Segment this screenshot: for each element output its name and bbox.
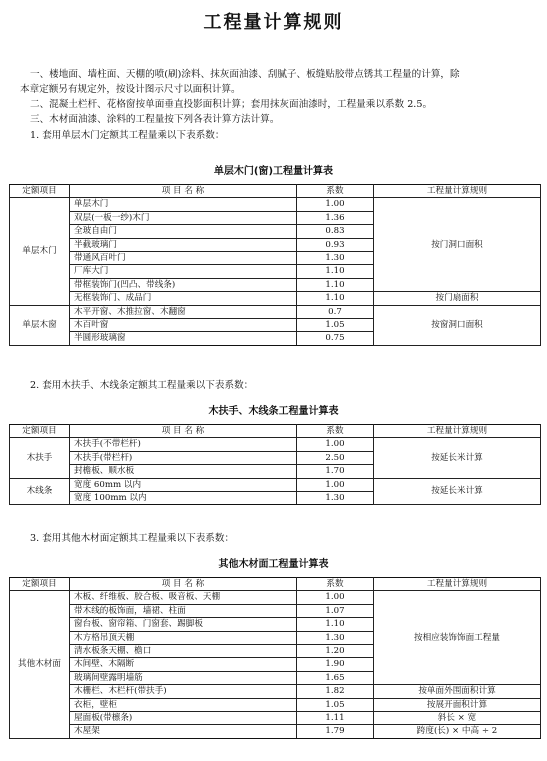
coefficient: 1.79: [297, 725, 374, 738]
table-row: [10, 725, 541, 738]
item-name: 单层木门: [70, 198, 297, 211]
item-name: 半截玻璃门: [70, 238, 297, 251]
item-name: 带通风百叶门: [70, 252, 297, 265]
paragraph-6: 3. 套用其他木材面定额其工程量乘以下表系数：: [30, 533, 235, 544]
coefficient: 1.10: [297, 292, 374, 305]
table-row: [10, 438, 541, 451]
table1-group: 单层木窗: [10, 305, 70, 345]
table-row: [10, 685, 541, 698]
item-name: 清水板条天棚、檐口: [70, 645, 297, 658]
item-name: 带框装饰门(凹凸、带线条): [70, 278, 297, 291]
coefficient: 1.11: [297, 712, 374, 725]
table1-group: 单层木门: [10, 198, 70, 305]
table2-header-row: [10, 425, 541, 438]
calc-rule: 斜长 × 宽: [374, 712, 541, 725]
item-name: 木百叶窗: [70, 319, 297, 332]
table1-header: 定额项目: [10, 185, 70, 198]
table3-header: 项 目 名 称: [70, 578, 297, 591]
item-name: 宽度 100mm 以内: [70, 492, 297, 505]
coefficient: 1.05: [297, 319, 374, 332]
item-name: 双层(一板一纱)木门: [70, 211, 297, 224]
item-name: 半圆形玻璃窗: [70, 332, 297, 345]
coefficient: 1.10: [297, 265, 374, 278]
coefficient: 1.05: [297, 698, 374, 711]
coefficient: 1.90: [297, 658, 374, 671]
table2-header: 项 目 名 称: [70, 425, 297, 438]
paragraph-5: 2. 套用木扶手、木线条定额其工程量乘以下表系数：: [30, 380, 254, 391]
table2-header: 系数: [297, 425, 374, 438]
table-row: [10, 292, 541, 305]
table1-header: 项 目 名 称: [70, 185, 297, 198]
coefficient: 1.00: [297, 478, 374, 491]
calc-rule: 按门扇面积: [374, 292, 541, 305]
calc-rule: 按延长米计算: [374, 478, 541, 505]
table1: [9, 184, 541, 346]
coefficient: 1.30: [297, 492, 374, 505]
table3-header: 系数: [297, 578, 374, 591]
coefficient: 1.10: [297, 278, 374, 291]
table-row: [10, 712, 541, 725]
coefficient: 1.20: [297, 645, 374, 658]
item-name: 屋面板(带檩条): [70, 712, 297, 725]
table3-header: 工程量计算规则: [374, 578, 541, 591]
paragraph-1: 一、楼地面、墙柱面、天棚的喷(刷)涂料、抹灰面油漆、刮腻子、板缝贴胶带点锈其工程量的计算，除: [30, 69, 460, 80]
table3-header: 定额项目: [10, 578, 70, 591]
calc-rule: 跨度(长) × 中高 ÷ 2: [374, 725, 541, 738]
table3: [9, 577, 541, 739]
table2: [9, 424, 541, 505]
calc-rule: 按单面外围面积计算: [374, 685, 541, 698]
table1-header: 系数: [297, 185, 374, 198]
coefficient: 1.36: [297, 211, 374, 224]
paragraph-2: 二、混凝土栏杆、花格窗按单面垂直投影面积计算；套用抹灰面油漆时，工程量乘以系数 2.5。: [30, 99, 433, 110]
coefficient: 1.00: [297, 591, 374, 604]
table-row: [10, 478, 541, 491]
paragraph-4: 1. 套用单层木门定额其工程量乘以下表系数：: [30, 130, 225, 141]
item-name: 玻璃间壁露明墙筋: [70, 671, 297, 684]
page-title: 工程量计算规则: [203, 12, 344, 33]
coefficient: 1.10: [297, 618, 374, 631]
table2-header: 工程量计算规则: [374, 425, 541, 438]
item-name: 厂库大门: [70, 265, 297, 278]
table3-header-row: [10, 578, 541, 591]
coefficient: 1.00: [297, 438, 374, 451]
coefficient: 1.30: [297, 252, 374, 265]
item-name: 木方格吊顶天棚: [70, 631, 297, 644]
coefficient: 0.93: [297, 238, 374, 251]
coefficient: 1.30: [297, 631, 374, 644]
item-name: 木平开窗、木推拉窗、木翻窗: [70, 305, 297, 318]
table3-caption: 其他木材面工程量计算表: [218, 559, 329, 570]
paragraph-1-cont: 本章定额另有规定外，按设计图示尺寸以面积计算。: [20, 84, 241, 95]
table-row: [10, 698, 541, 711]
item-name: 木扶手(不带栏杆): [70, 438, 297, 451]
item-name: 无框装饰门、成品门: [70, 292, 297, 305]
item-name: 窗台板、窗帘箱、门窗套、踢脚板: [70, 618, 297, 631]
calc-rule: 按窗洞口面积: [374, 305, 541, 345]
coefficient: 1.70: [297, 465, 374, 478]
calc-rule: 按相应装饰饰面工程量: [374, 591, 541, 685]
table2-group: 木扶手: [10, 438, 70, 478]
item-name: 木栅栏、木栏杆(带扶手): [70, 685, 297, 698]
coefficient: 1.00: [297, 198, 374, 211]
item-name: 宽度 60mm 以内: [70, 478, 297, 491]
coefficient: 1.82: [297, 685, 374, 698]
table2-caption: 木扶手、木线条工程量计算表: [208, 406, 339, 417]
item-name: 木板、纤维板、胶合板、吸音板、天棚: [70, 591, 297, 604]
item-name: 木扶手(带栏杆): [70, 451, 297, 464]
paragraph-3: 三、木材面油漆、涂料的工程量按下列各表计算方法计算。: [30, 114, 280, 125]
item-name: 封檐板、顺水板: [70, 465, 297, 478]
table1-header: 工程量计算规则: [374, 185, 541, 198]
coefficient: 0.83: [297, 225, 374, 238]
table-row: [10, 198, 541, 211]
table3-group: 其他木材面: [10, 591, 70, 738]
table-row: [10, 591, 541, 604]
table2-header: 定额项目: [10, 425, 70, 438]
table2-group: 木线条: [10, 478, 70, 505]
coefficient: 0.75: [297, 332, 374, 345]
coefficient: 1.65: [297, 671, 374, 684]
table-row: [10, 305, 541, 318]
calc-rule: 按延长米计算: [374, 438, 541, 478]
calc-rule: 按门洞口面积: [374, 198, 541, 292]
item-name: 全玻自由门: [70, 225, 297, 238]
item-name: 衣柜，壁柜: [70, 698, 297, 711]
coefficient: 0.7: [297, 305, 374, 318]
item-name: 木屋架: [70, 725, 297, 738]
calc-rule: 按展开面积计算: [374, 698, 541, 711]
table1-caption: 单层木门(窗)工程量计算表: [213, 166, 334, 177]
coefficient: 1.07: [297, 604, 374, 617]
table1-header-row: [10, 185, 541, 198]
item-name: 木间壁、木隔断: [70, 658, 297, 671]
coefficient: 2.50: [297, 451, 374, 464]
item-name: 带木线的板饰面，墙裙、柱面: [70, 604, 297, 617]
